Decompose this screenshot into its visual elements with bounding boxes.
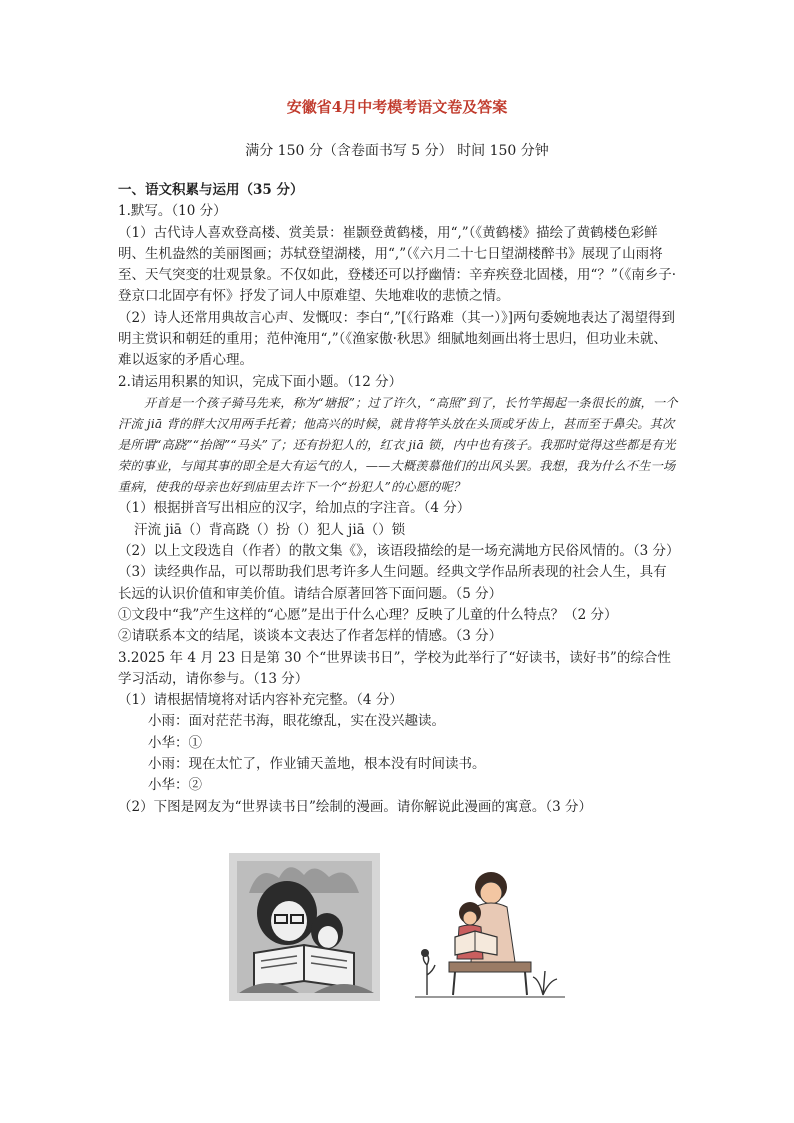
section-heading: 一、语文积累与运用（35 分） [118,182,304,198]
dialogue-line-3: 小雨：现在太忙了，作业铺天盖地，根本没有时间读书。 [148,756,486,772]
question-1-head: 1.默写。（10 分） [118,203,227,220]
question-2-head: 2.请运用积累的知识，完成下面小题。（12 分） [118,373,403,390]
dialogue-line-1: 小雨：面对茫茫书海，眼花缭乱，实在没兴趣读。 [148,713,445,730]
reading-passage: 开首是一个孩子骑马先来，称为“塘报”；过了许久，“高照”到了，长竹竿揭起一条很长的旗，一个汗流 jiā 背的胖大汉用两手托着；他高兴的时候，就肯将竿头放在头顶或牙齿上，甚而至于鼻尖。其次是所谓“高跷”“抬阁”“马头”了；还有扮犯人的，红衣 jiā 锁，内中也有孩子。我那时觉得这些都是有光荣的事业，与闻其事的即全是大有运气的人，——大概羡慕他们的出风头罢。我想，我为什么不生一场重病，使我的母亲也好到庙里去许下一个“扮犯人”的心愿的呢？ [118,395,678,495]
dialogue-line-4: 小华：② [148,777,202,794]
question-2-sub-3b: ②请联系本文的结尾，谈谈本文表达了作者怎样的情感。（3 分） [118,628,503,645]
comic-images [229,853,569,1003]
question-2-sub-2: （2）以上文段选自（作者）的散文集《》，该语段描绘的是一场充满地方民俗风情的。（3 分） [118,543,680,560]
exam-body [118,180,678,818]
question-3-sub-2: （2）下图是网友为“世界读书日”绘制的漫画。请你解说此漫画的寓意。（3 分） [118,798,593,815]
question-3-head: 3.2025 年 4 月 23 日是第 30 个“世界读书日”，学校为此举行了“好读书，读好书”的综合性学习活动，请你参与。（13 分） [118,649,671,687]
question-2-sub-1: （1）根据拼音写出相应的汉字，给加点的字注音。（4 分） [118,500,471,517]
question-1-part-2: （2）诗人还常用典故言心声、发慨叹：李白“,”[《行路难（其一）》]两句委婉地表达了渴望得到明主赏识和朝廷的重用；范仲淹用“,”（《渔家傲·秋思》细腻地刻画出将士思归，但功业未就、难以返家的矛盾心理。 [118,309,675,369]
page-title: 安徽省4月中考模考语文卷及答案 [286,98,508,116]
question-2-sub-3: （3）读经典作品，可以帮助我们思考许多人生问题。经典文学作品所表现的社会人生，具有长远的认识价值和审美价值。请结合原著回答下面问题。（5 分） [118,564,667,602]
question-1-part-1: （1）古代诗人喜欢登高楼、赏美景：崔颢登黄鹤楼，用“,”（《黄鹤楼》描绘了黄鹤楼色彩鲜明、生机盎然的美丽图画；苏轼登望湖楼，用“,”（《六月二十七日望湖楼醉书》展现了山雨将至、天气突变的壮观景象。不仅如此，登楼还可以抒幽情：辛弃疾登北固楼，用“？”（《南乡子·登京口北固亭有怀》抒发了词人中原难望、失地难收的悲愤之情。 [118,224,677,305]
comic-reading-mother-child-image [229,853,380,1001]
question-3-sub-1: （1）请根据情境将对话内容补充完整。（4 分） [118,692,403,709]
pinyin-blanks: 汗流 jiā（）背高跷（）扮（）犯人 jiā（）锁 [134,521,406,538]
dialogue-line-2: 小华：① [148,734,202,751]
exam-subtitle: 满分 150 分（含卷面书写 5 分） 时间 150 分钟 [245,143,549,159]
comic-father-child-reading-image [415,867,565,1001]
question-2-sub-3a: ①文段中“我”产生这样的“心愿”是出于什么心理？反映了儿童的什么特点？（2 分） [118,606,618,623]
